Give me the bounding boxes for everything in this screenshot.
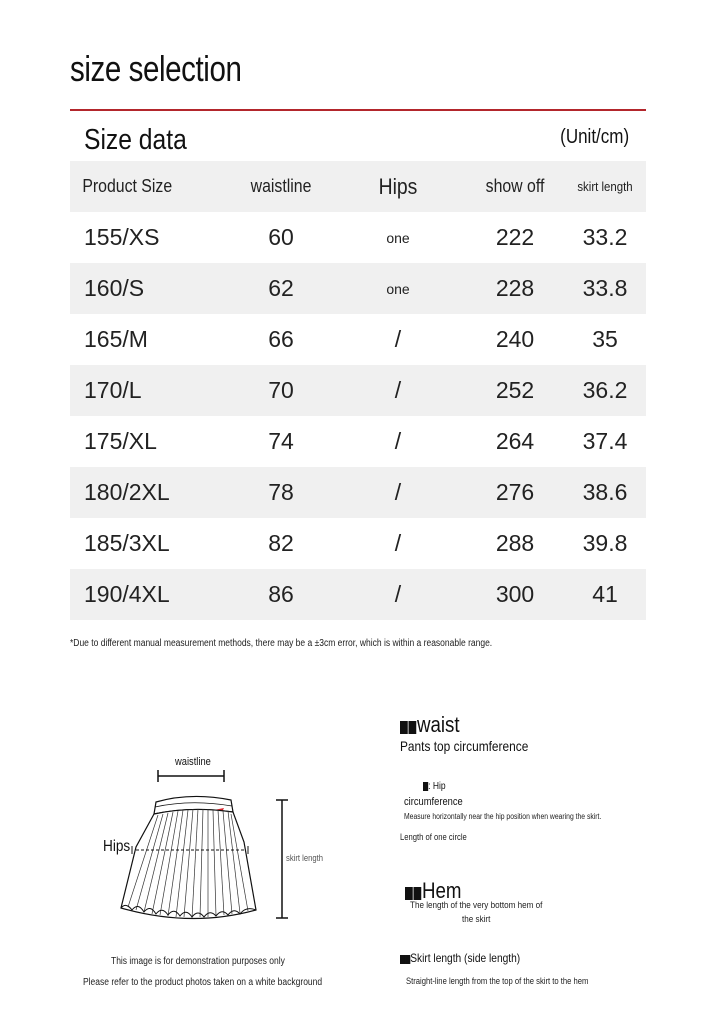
legend-skirt-desc: Straight-line length from the top of the skirt to the hem <box>406 976 589 986</box>
legend-hip-desc: Measure horizontally near the hip position when wearing the skirt. <box>404 812 602 821</box>
table-row <box>70 365 646 416</box>
table-cell: 62 <box>268 275 294 301</box>
placeholder-glyph-icon <box>400 721 408 734</box>
table-cell: 33.2 <box>582 224 628 250</box>
table-row <box>70 416 646 467</box>
unit-label: (Unit/cm) <box>560 126 629 148</box>
table-cell: 276 <box>495 479 535 505</box>
table-row <box>70 518 646 569</box>
table-cell: 39.8 <box>582 530 628 556</box>
legend-hip-title: : Hip <box>423 781 446 792</box>
measurement-footnote: *Due to different manual measurement methods, there may be a ±3cm error, which is within a reasonable range. <box>70 638 493 649</box>
table-cell: 66 <box>268 326 294 352</box>
table-row <box>70 467 646 518</box>
table-cell: 155/XS <box>84 224 160 250</box>
table-cell: / <box>394 581 402 607</box>
table-cell: 70 <box>268 377 294 403</box>
table-cell: 240 <box>495 326 535 352</box>
table-cell: 288 <box>495 530 535 556</box>
skirt-diagram <box>96 752 346 922</box>
table-cell: one <box>386 229 410 246</box>
demo-caption: This image is for demonstration purposes only <box>111 956 285 967</box>
table-cell: 175/XL <box>84 428 157 454</box>
legend-hip-circle: Length of one circle <box>400 832 467 842</box>
table-cell: 78 <box>268 479 294 505</box>
placeholder-glyph-icon <box>409 721 417 734</box>
table-cell: 82 <box>268 530 294 556</box>
table-body <box>70 212 646 620</box>
column-header: Product Size <box>82 176 173 196</box>
table-cell: 264 <box>495 428 535 454</box>
table-cell: one <box>386 280 410 297</box>
hips-label: Hips <box>103 838 131 855</box>
table-cell: 35 <box>592 326 618 352</box>
table-cell: 222 <box>495 224 535 250</box>
table-row <box>70 212 646 263</box>
table-cell: 41 <box>592 581 618 607</box>
table-cell: 86 <box>268 581 294 607</box>
table-cell: 165/M <box>84 326 148 352</box>
table-cell: 33.8 <box>582 275 628 301</box>
legend-skirt-title: Skirt length (side length) <box>400 951 520 965</box>
legend-hip-sub: circumference <box>404 796 463 808</box>
column-header: show off <box>485 176 545 196</box>
table-cell: / <box>394 326 402 352</box>
legend-waist-desc: Pants top circumference <box>400 738 529 754</box>
column-header: Hips <box>378 173 418 199</box>
title-divider <box>70 109 646 111</box>
table-cell: / <box>394 428 402 454</box>
skirt-illustration <box>96 752 346 922</box>
table-cell: 170/L <box>84 377 142 403</box>
table-cell: 180/2XL <box>84 479 170 505</box>
table-cell: 38.6 <box>582 479 628 505</box>
table-row <box>70 569 646 620</box>
table-cell: / <box>394 479 402 505</box>
size-table <box>70 161 646 620</box>
table-row <box>70 263 646 314</box>
table-cell: 300 <box>495 581 535 607</box>
legend-hem-desc: The length of the very bottom hem of the skirt <box>410 900 543 924</box>
table-cell: 36.2 <box>582 377 628 403</box>
table-row <box>70 314 646 365</box>
legend-waist-title: waist <box>400 712 460 738</box>
table-cell: 160/S <box>84 275 145 301</box>
page-title: size selection <box>70 48 242 89</box>
reference-caption: Please refer to the product photos taken on a white background <box>83 977 323 988</box>
table-cell: 252 <box>495 377 535 403</box>
size-data-title: Size data <box>84 124 187 156</box>
table-cell: 228 <box>495 275 535 301</box>
legend-hem-title: Hem <box>405 878 461 904</box>
table-cell: 60 <box>268 224 294 250</box>
table-cell: / <box>394 530 402 556</box>
table-cell: 74 <box>268 428 294 454</box>
column-header: skirt length <box>577 179 633 194</box>
table-header-row <box>70 161 646 212</box>
table-cell: 190/4XL <box>84 581 170 607</box>
column-header: waistline <box>250 176 312 196</box>
table-cell: 37.4 <box>582 428 628 454</box>
waistline-label: waistline <box>175 756 211 768</box>
skirt-length-label: skirt length <box>286 853 324 863</box>
table-cell: 185/3XL <box>84 530 170 556</box>
table-cell: / <box>394 377 402 403</box>
